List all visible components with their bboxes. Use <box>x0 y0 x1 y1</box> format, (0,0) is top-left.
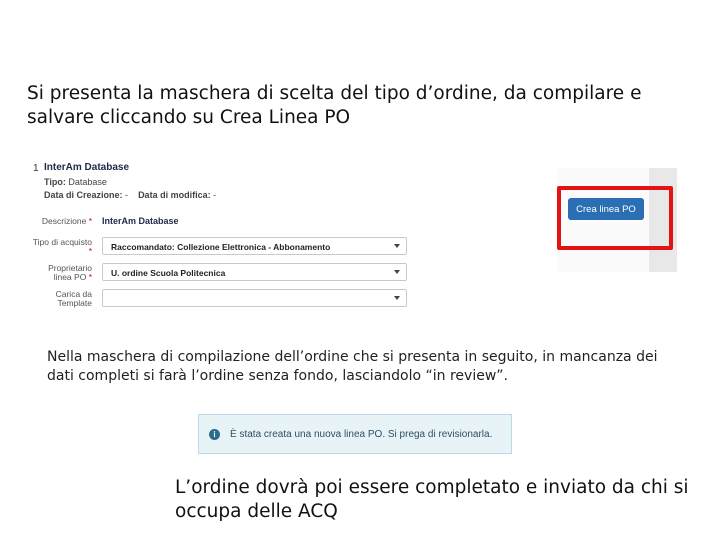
alert-message: È stata creata una nuova linea PO. Si prega di revisionarla. <box>230 429 493 440</box>
creation-date-label: Data di Creazione: <box>44 190 123 200</box>
template-select[interactable] <box>102 289 407 307</box>
po-created-alert <box>198 414 512 454</box>
creation-date-value: - <box>125 190 129 200</box>
modified-date-label: Data di modifica: <box>138 190 211 200</box>
order-type-select[interactable] <box>102 237 407 255</box>
modified-date-value: - <box>213 190 217 200</box>
owner-value: U. ordine Scuola Politecnica <box>111 268 226 278</box>
template-label: Carica da Template <box>55 289 92 308</box>
description-value: InterAm Database <box>102 216 179 226</box>
po-form-screenshot <box>30 158 415 318</box>
chevron-down-icon <box>394 244 400 248</box>
info-icon: i <box>209 429 220 440</box>
record-type <box>44 177 107 187</box>
chevron-down-icon <box>394 296 400 300</box>
owner-label-text: Proprietario linea PO <box>48 263 92 282</box>
owner-select[interactable] <box>102 263 407 281</box>
record-type-value: Database <box>68 177 107 187</box>
record-title: InterAm Database <box>44 162 130 173</box>
intro-text: Si presenta la maschera di scelta del tipo d’ordine, da compilare e salvare cliccando su Crea Linea PO <box>27 83 642 128</box>
crea-linea-po-button[interactable]: Crea linea PO <box>568 198 644 220</box>
required-mark: * <box>88 272 92 282</box>
required-mark: * <box>88 246 92 256</box>
chevron-down-icon <box>394 270 400 274</box>
record-type-label: Tipo: <box>44 177 66 187</box>
description-label-text: Descrizione <box>41 216 87 226</box>
record-dates <box>44 190 216 200</box>
order-type-label-text: Tipo di acquisto <box>32 237 92 247</box>
order-type-label <box>32 238 92 256</box>
closing-text: L’ordine dovrà poi essere completato e inviato da chi si occupa delle ACQ <box>175 477 689 522</box>
required-mark: * <box>88 216 92 226</box>
owner-label <box>32 264 92 282</box>
description-label <box>32 217 92 226</box>
record-number: 1 <box>33 163 39 174</box>
order-type-value: Raccomandato: Collezione Elettronica - Abbonamento <box>111 242 331 252</box>
note-text: Nella maschera di compilazione dell’ordine che si presenta in seguito, in mancanza dei dati completi si farà l’ordine senza fondo, lasciandolo “in review”. <box>47 349 658 384</box>
